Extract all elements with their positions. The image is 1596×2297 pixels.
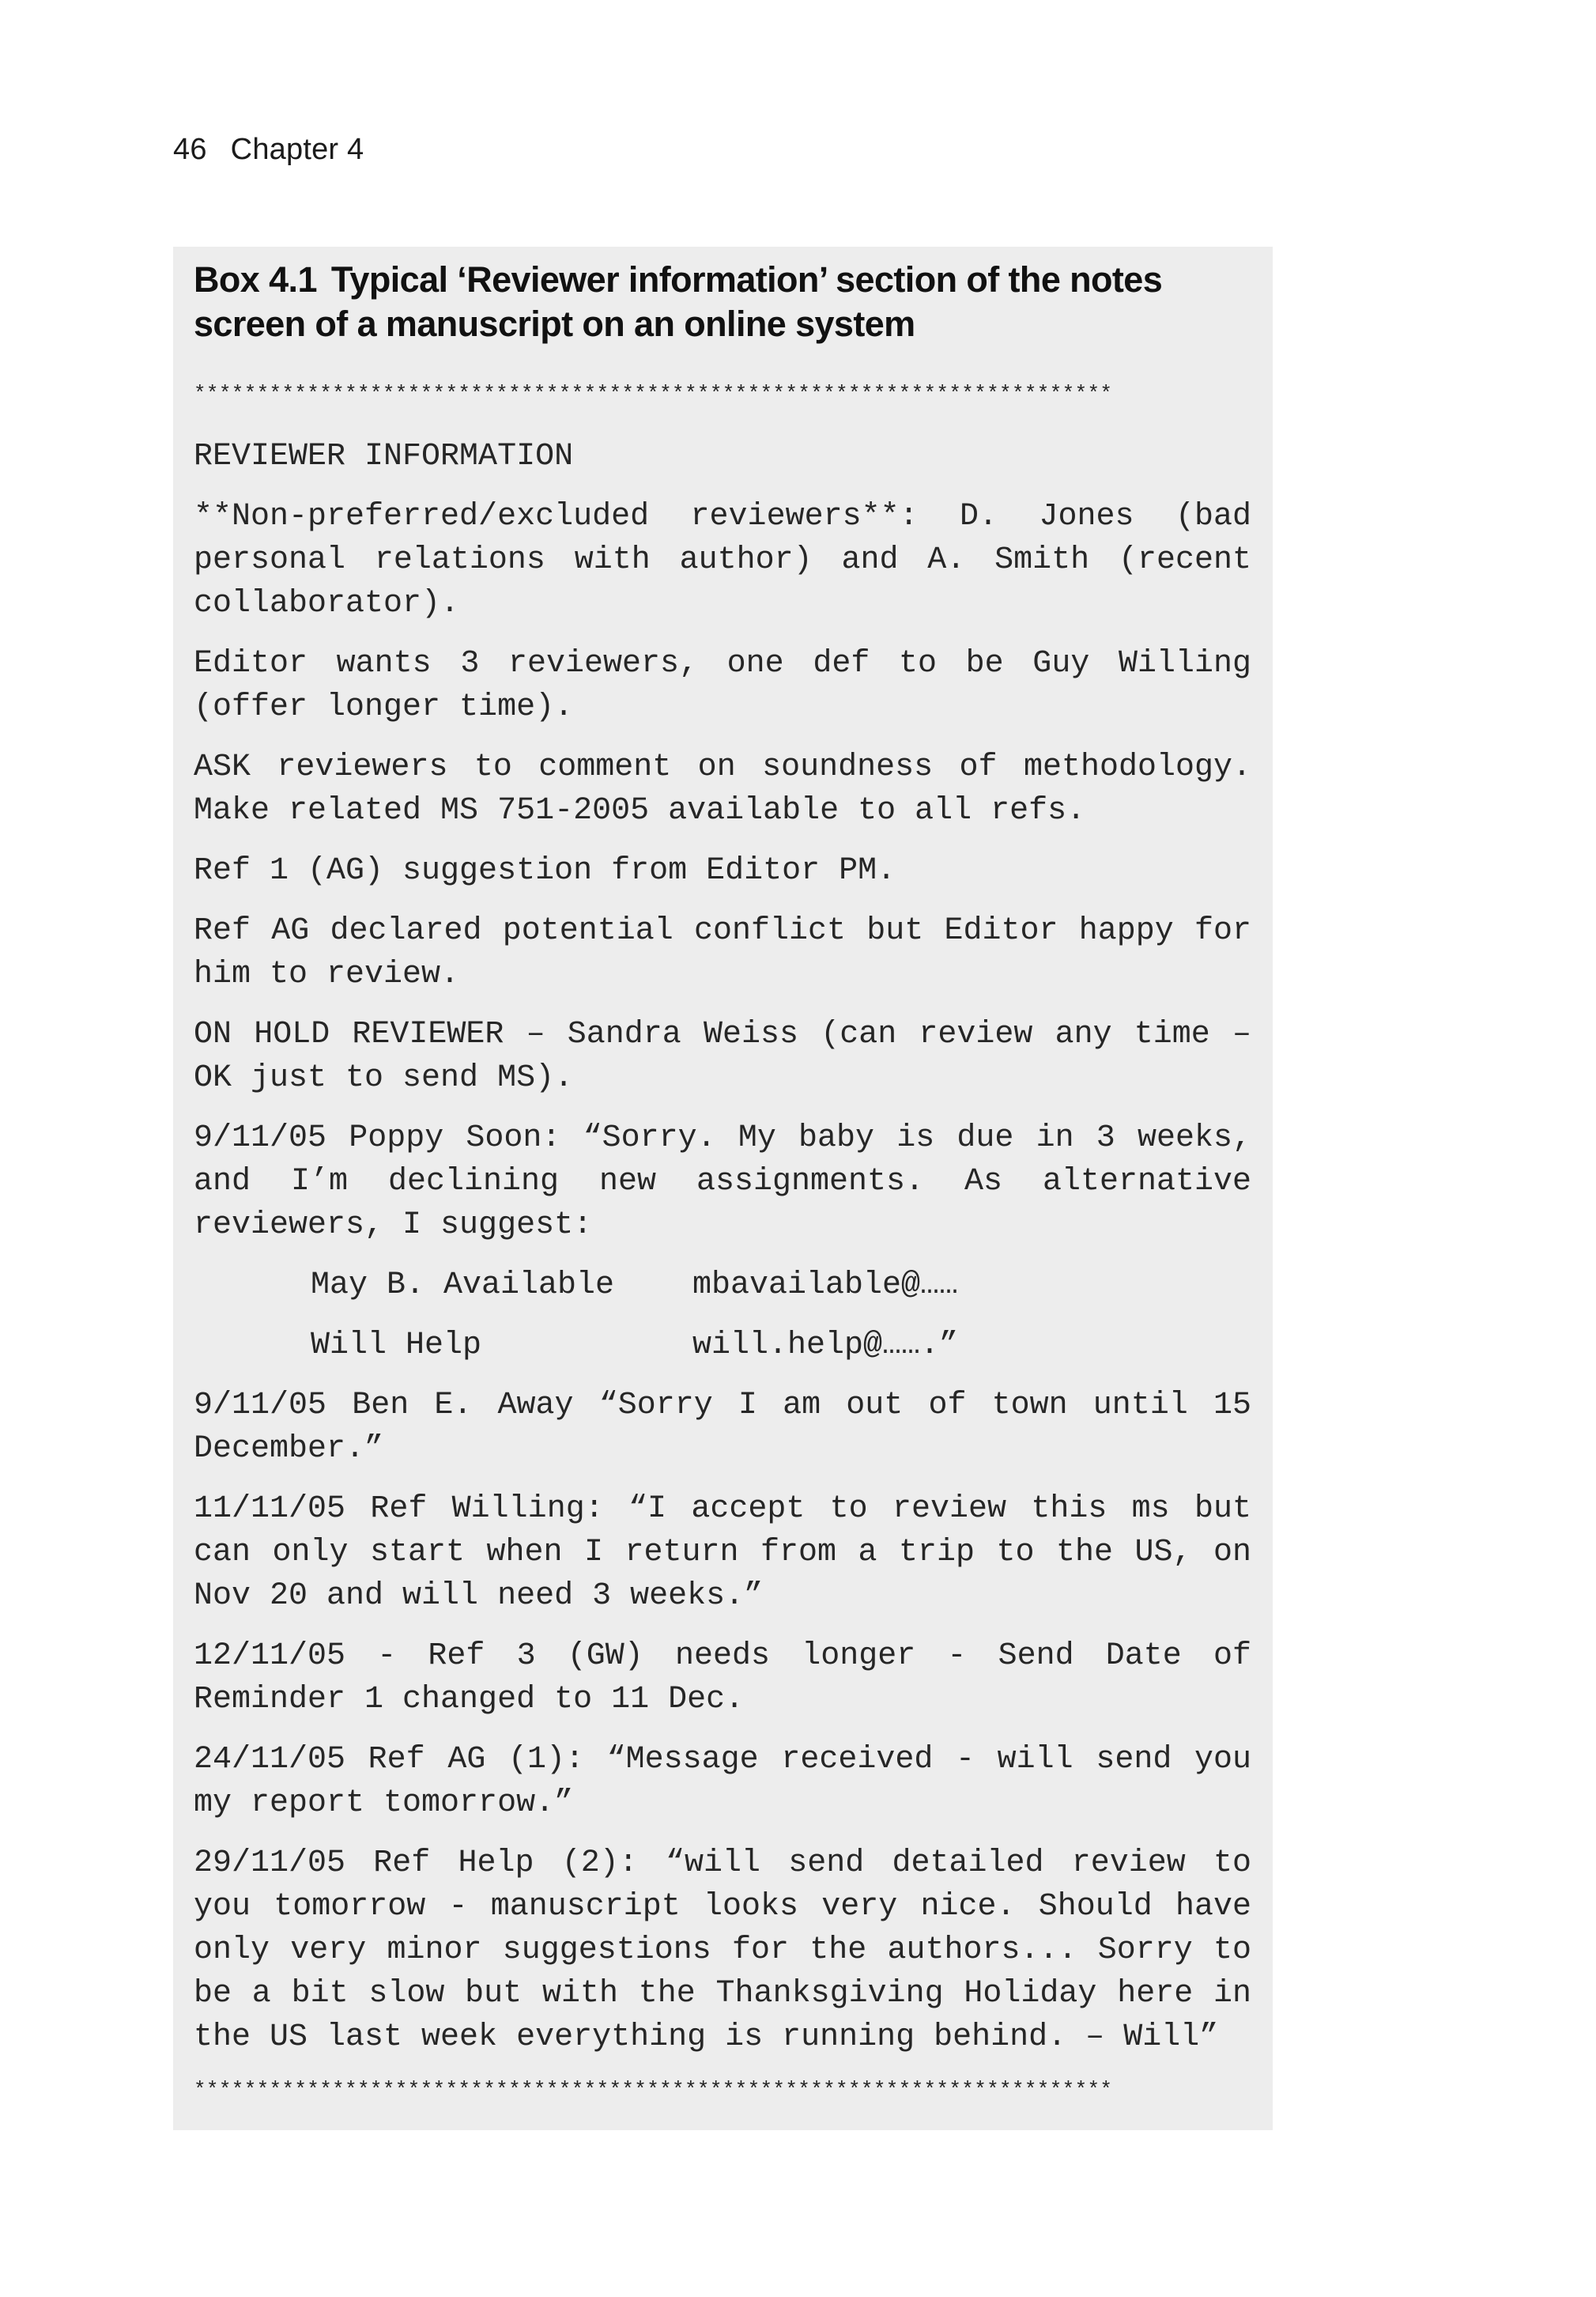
note-paragraph: 9/11/05 Ben E. Away “Sorry I am out of town until 15 December.” <box>194 1388 1251 1467</box>
suggested-reviewer-name: Will Help <box>311 1328 482 1363</box>
note-paragraph: 24/11/05 Ref AG (1): “Message received - will send you my report tomorrow.” <box>194 1742 1251 1821</box>
note-paragraph: 9/11/05 Poppy Soon: “Sorry. My baby is due in 3 weeks, and I’m declining new assignments. As alternative reviewers, I suggest: <box>194 1120 1251 1243</box>
note-paragraph: **Non-preferred/excluded reviewers**: D. Jones (bad personal relations with author) and A. Smith (recent collaborator). <box>194 499 1251 621</box>
note-paragraph: 12/11/05 - Ref 3 (GW) needs longer - Send Date of Reminder 1 changed to 11 Dec. <box>194 1638 1251 1717</box>
separator-bottom: ************************************************************************* <box>194 2078 1113 2102</box>
notes-heading: REVIEWER INFORMATION <box>194 439 574 474</box>
running-header <box>173 133 364 167</box>
suggested-reviewer-row <box>194 1264 1251 1307</box>
suggested-reviewer-email: will.help@…….” <box>692 1328 959 1363</box>
note-paragraph: ASK reviewers to comment on soundness of methodology. Make related MS 751-2005 available to all refs. <box>194 750 1251 829</box>
page-number: 46 <box>173 133 207 166</box>
reviewer-notes <box>194 380 1251 2104</box>
box-title <box>194 258 1253 346</box>
suggested-reviewer-email: mbavailable@…… <box>692 1268 959 1303</box>
suggested-reviewer-row <box>194 1324 1251 1367</box>
note-paragraph: 29/11/05 Ref Help (2): “will send detailed review to you tomorrow - manuscript looks very nice. Should have only very minor suggestions for the authors... Sorry to be a bit slow but with the Thanksgiving Holiday here in the US last week everything is running behind. – Will” <box>194 1846 1251 2055</box>
suggested-reviewer-name: May B. Available <box>311 1268 615 1303</box>
box-4-1 <box>173 247 1273 2130</box>
note-paragraph: ON HOLD REVIEWER – Sandra Weiss (can review any time – OK just to send MS). <box>194 1017 1251 1096</box>
box-title-text: Typical ‘Reviewer information’ section of the notes screen of a manuscript on an online system <box>194 259 1163 344</box>
note-paragraph: Ref AG declared potential conflict but Editor happy for him to review. <box>194 913 1251 992</box>
separator-top: ************************************************************************* <box>194 382 1113 406</box>
note-paragraph: 11/11/05 Ref Willing: “I accept to review this ms but can only start when I return from a trip to the US, on Nov 20 and will need 3 weeks.” <box>194 1491 1251 1614</box>
chapter-label: Chapter 4 <box>230 133 364 166</box>
box-label: Box 4.1 <box>194 259 317 300</box>
note-paragraph: Ref 1 (AG) suggestion from Editor PM. <box>194 853 896 889</box>
note-paragraph: Editor wants 3 reviewers, one def to be Guy Willing (offer longer time). <box>194 646 1251 725</box>
